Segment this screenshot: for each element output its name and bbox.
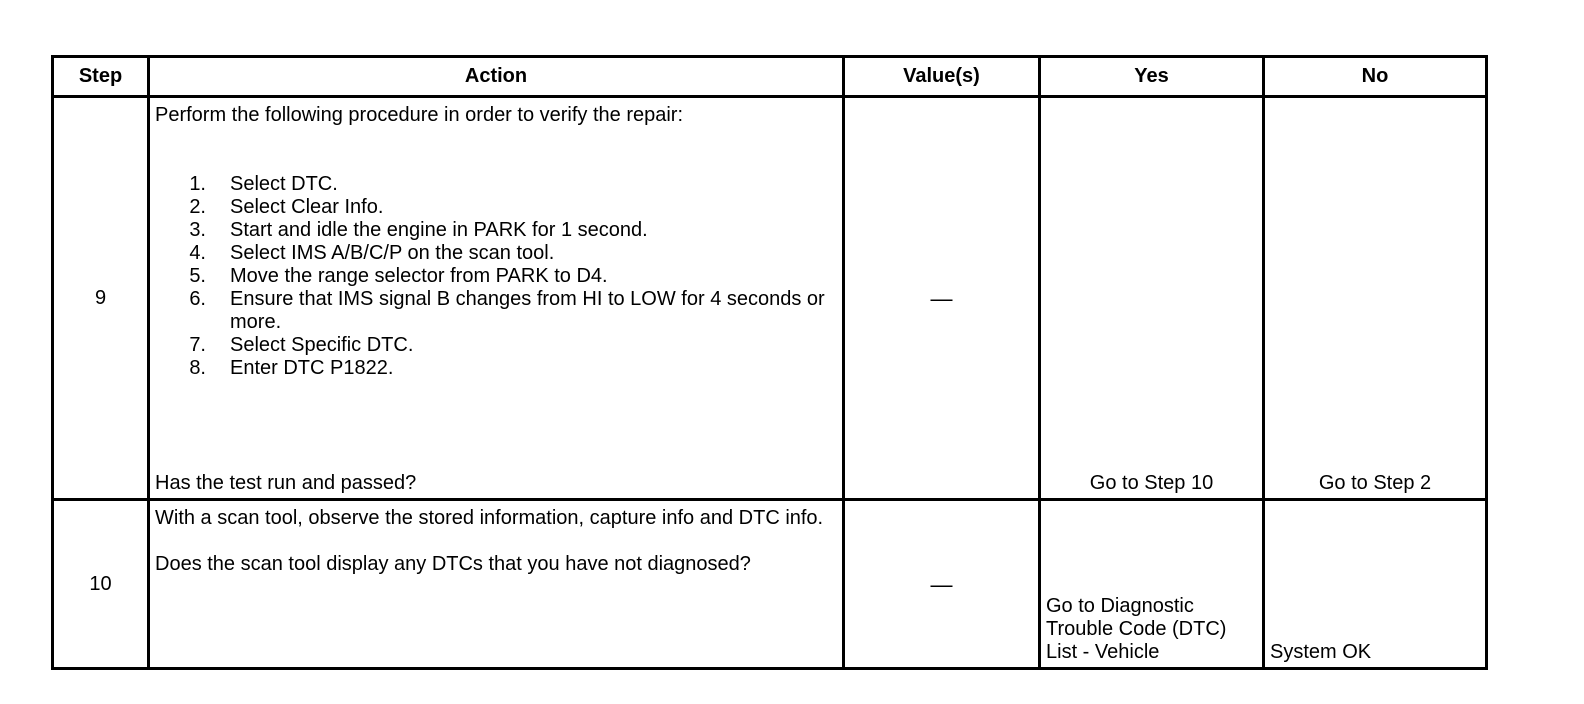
action-cell <box>149 97 844 500</box>
list-item-text: Select DTC. <box>230 173 338 195</box>
list-item-number: 2. <box>189 196 206 218</box>
value-cell: — <box>844 500 1040 669</box>
yes-result: Go to Diagnostic Trouble Code (DTC) List - Vehicle <box>1040 500 1264 669</box>
header-no: No <box>1264 57 1487 97</box>
no-result: System OK <box>1264 500 1487 669</box>
step-number: 9 <box>53 97 149 500</box>
list-item-text: Start and idle the engine in PARK for 1 second. <box>230 219 648 241</box>
action-intro: With a scan tool, observe the stored information, capture info and DTC info. <box>155 507 824 529</box>
list-item <box>155 173 834 196</box>
list-item-text: Select Clear Info. <box>230 196 384 218</box>
header-step: Step <box>53 57 149 97</box>
header-action: Action <box>149 57 844 97</box>
step-number: 10 <box>53 500 149 669</box>
list-item <box>155 219 834 242</box>
list-item <box>155 334 834 357</box>
list-item-number: 1. <box>189 173 206 195</box>
header-row <box>53 57 1487 97</box>
table-row <box>53 97 1487 500</box>
yes-result: Go to Step 10 <box>1040 97 1264 500</box>
diagnostic-table <box>51 55 1488 670</box>
action-intro: Perform the following procedure in order to verify the repair: <box>155 104 684 126</box>
list-item-number: 5. <box>189 265 206 287</box>
list-item-number: 6. <box>189 288 206 310</box>
list-item-text: Ensure that IMS signal B changes from HI to LOW for 4 seconds or more. <box>230 288 825 333</box>
action-question: Does the scan tool display any DTCs that you have not diagnosed? <box>155 553 751 575</box>
list-item-number: 7. <box>189 334 206 356</box>
list-item <box>155 288 834 334</box>
no-result: Go to Step 2 <box>1264 97 1487 500</box>
list-item <box>155 196 834 219</box>
action-cell <box>149 500 844 669</box>
list-item <box>155 242 834 265</box>
action-question: Has the test run and passed? <box>155 472 417 494</box>
list-item <box>155 265 834 288</box>
list-item-text: Select Specific DTC. <box>230 334 414 356</box>
procedure-list <box>155 173 834 380</box>
header-yes: Yes <box>1040 57 1264 97</box>
header-values: Value(s) <box>844 57 1040 97</box>
list-item <box>155 357 834 380</box>
list-item-text: Move the range selector from PARK to D4. <box>230 265 608 287</box>
list-item-text: Enter DTC P1822. <box>230 357 394 379</box>
list-item-number: 3. <box>189 219 206 241</box>
list-item-number: 8. <box>189 357 206 379</box>
value-cell: — <box>844 97 1040 500</box>
table-row <box>53 500 1487 669</box>
list-item-number: 4. <box>189 242 206 264</box>
list-item-text: Select IMS A/B/C/P on the scan tool. <box>230 242 555 264</box>
